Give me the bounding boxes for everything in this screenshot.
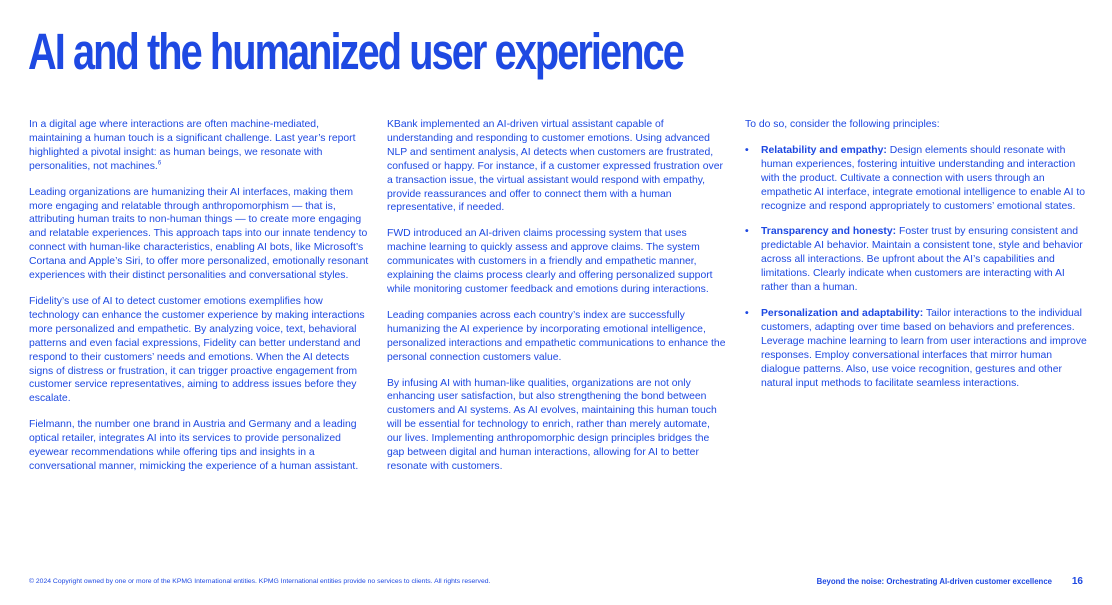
paragraph	[29, 118, 369, 174]
list-item	[745, 225, 1087, 295]
paragraph: Leading organizations are humanizing their AI interfaces, making them more engaging and relatable through anthropomorphism — that is, attributing human traits to non-human things — to create more engaging and relatable experiences. This approach taps into our innate tendency to connect with human-like characteristics, enabling AI bots, like Microsoft’s Cortana and Apple’s Siri, to offer more personalized, emotionally resonant experiences with their distinct personalities and conversational styles.	[29, 186, 369, 282]
principle-text: Design elements should resonate with human experiences, fostering intuitive understanding and interaction with the product. Cultivate a connection with users through an empathetic AI interface, integrate emotional intelligence to enable AI to recognize and respond appropriately to customers’ emotional states.	[761, 144, 1086, 212]
column-middle	[387, 118, 727, 486]
copyright-notice: © 2024 Copyright owned by one or more of the KPMG International entities. KPMG International entities provide no services to clients. All rights reserved.	[29, 578, 491, 585]
principle-text: Foster trust by ensuring consistent and predictable AI behavior. Maintain a consistent tone, style and behavior across all interactions. Be upfront about the AI’s capabilities and limitations. Clearly indicate when customers are interacting with AI rather than a human.	[761, 226, 1083, 294]
paragraph: KBank implemented an AI-driven virtual assistant capable of understanding and responding to customer emotions. Using advanced NLP and sentiment analysis, AI detects when customers are frustrated, confused or happy. For instance, if a customer expressed frustration over a transaction issue, the virtual assistant would respond with empathy, provide reassurances and offer to connect them with a human representative, if needed.	[387, 119, 723, 214]
principle-heading: Personalization and adaptability:	[761, 307, 924, 319]
bullet-icon: •	[745, 307, 749, 319]
list-item	[745, 307, 1087, 390]
paragraph: Fidelity’s use of AI to detect customer emotions exemplifies how technology can enhance the customer experience by making interactions more personalized and empathetic. By analyzing voice, text, behavioral patterns and even facial expressions, Fidelity can better understand and respond to their customers’ needs and emotions. When the AI detects signs of distress or frustration, it can trigger proactive engagement from customer service representatives, aiming to address issues before they escalate.	[29, 295, 365, 405]
principles-list	[745, 144, 1087, 391]
page-title: AI and the humanized user experience	[28, 23, 683, 80]
paragraph: By infusing AI with human-like qualities, organizations are not only enhancing user satisfaction, but also strengthening the bond between customers and AI systems. As AI evolves, maintaining this human touch will be essential for technology to enrich, rather than merely automate, our lives. Implementing anthropomorphic design principles bridges the gap between digital and human interactions, allowing for AI to better resonate with customers.	[387, 377, 717, 472]
principle-text: Tailor interactions to the individual customers, adapting over time based on behaviors and preferences. Leverage machine learning to learn from user interactions and improve responses. Employ conversational interfaces that mirror human dialogue patterns. Also, use voice recognition, gestures and other natural input methods to facilitate seamless interactions.	[761, 307, 1087, 389]
principles-intro: To do so, consider the following principles:	[745, 119, 940, 130]
paragraph: Leading companies across each country’s index are successfully humanizing the AI experience by incorporating emotional intelligence, personalized interactions and empathetic communications to enhance the personal connection customers value.	[387, 309, 726, 363]
bullet-icon: •	[745, 226, 749, 238]
list-item	[745, 144, 1087, 214]
bullet-icon: •	[745, 144, 749, 156]
footnote-reference: 6	[157, 160, 162, 167]
page-number: 16	[1071, 576, 1083, 587]
column-right	[745, 118, 1087, 402]
report-title: Beyond the noise: Orchestrating AI-driven customer excellence	[816, 577, 1052, 586]
paragraph-text: In a digital age where interactions are often machine-mediated, maintaining a human touch is a significant challenge. Last year’s report highlighted a pivotal insight: as human beings, we resonate with personalities, not machines.	[29, 119, 356, 172]
column-left	[29, 118, 369, 486]
principle-heading: Relatability and empathy:	[761, 144, 887, 156]
principle-heading: Transparency and honesty:	[761, 226, 897, 238]
paragraph: FWD introduced an AI-driven claims processing system that uses machine learning to quickly assess and approve claims. The system communicates with customers in a friendly and empathetic manner, explaining the claims process clearly and offering personalized support while monitoring customer feedback and emotions during interactions.	[387, 228, 713, 295]
paragraph: Fielmann, the number one brand in Austria and Germany and a leading optical retailer, integrates AI into its services to provide personalized eyewear recommendations while offering tips and insights in a conversational manner, mimicking the experience of a human assistant.	[29, 419, 359, 472]
